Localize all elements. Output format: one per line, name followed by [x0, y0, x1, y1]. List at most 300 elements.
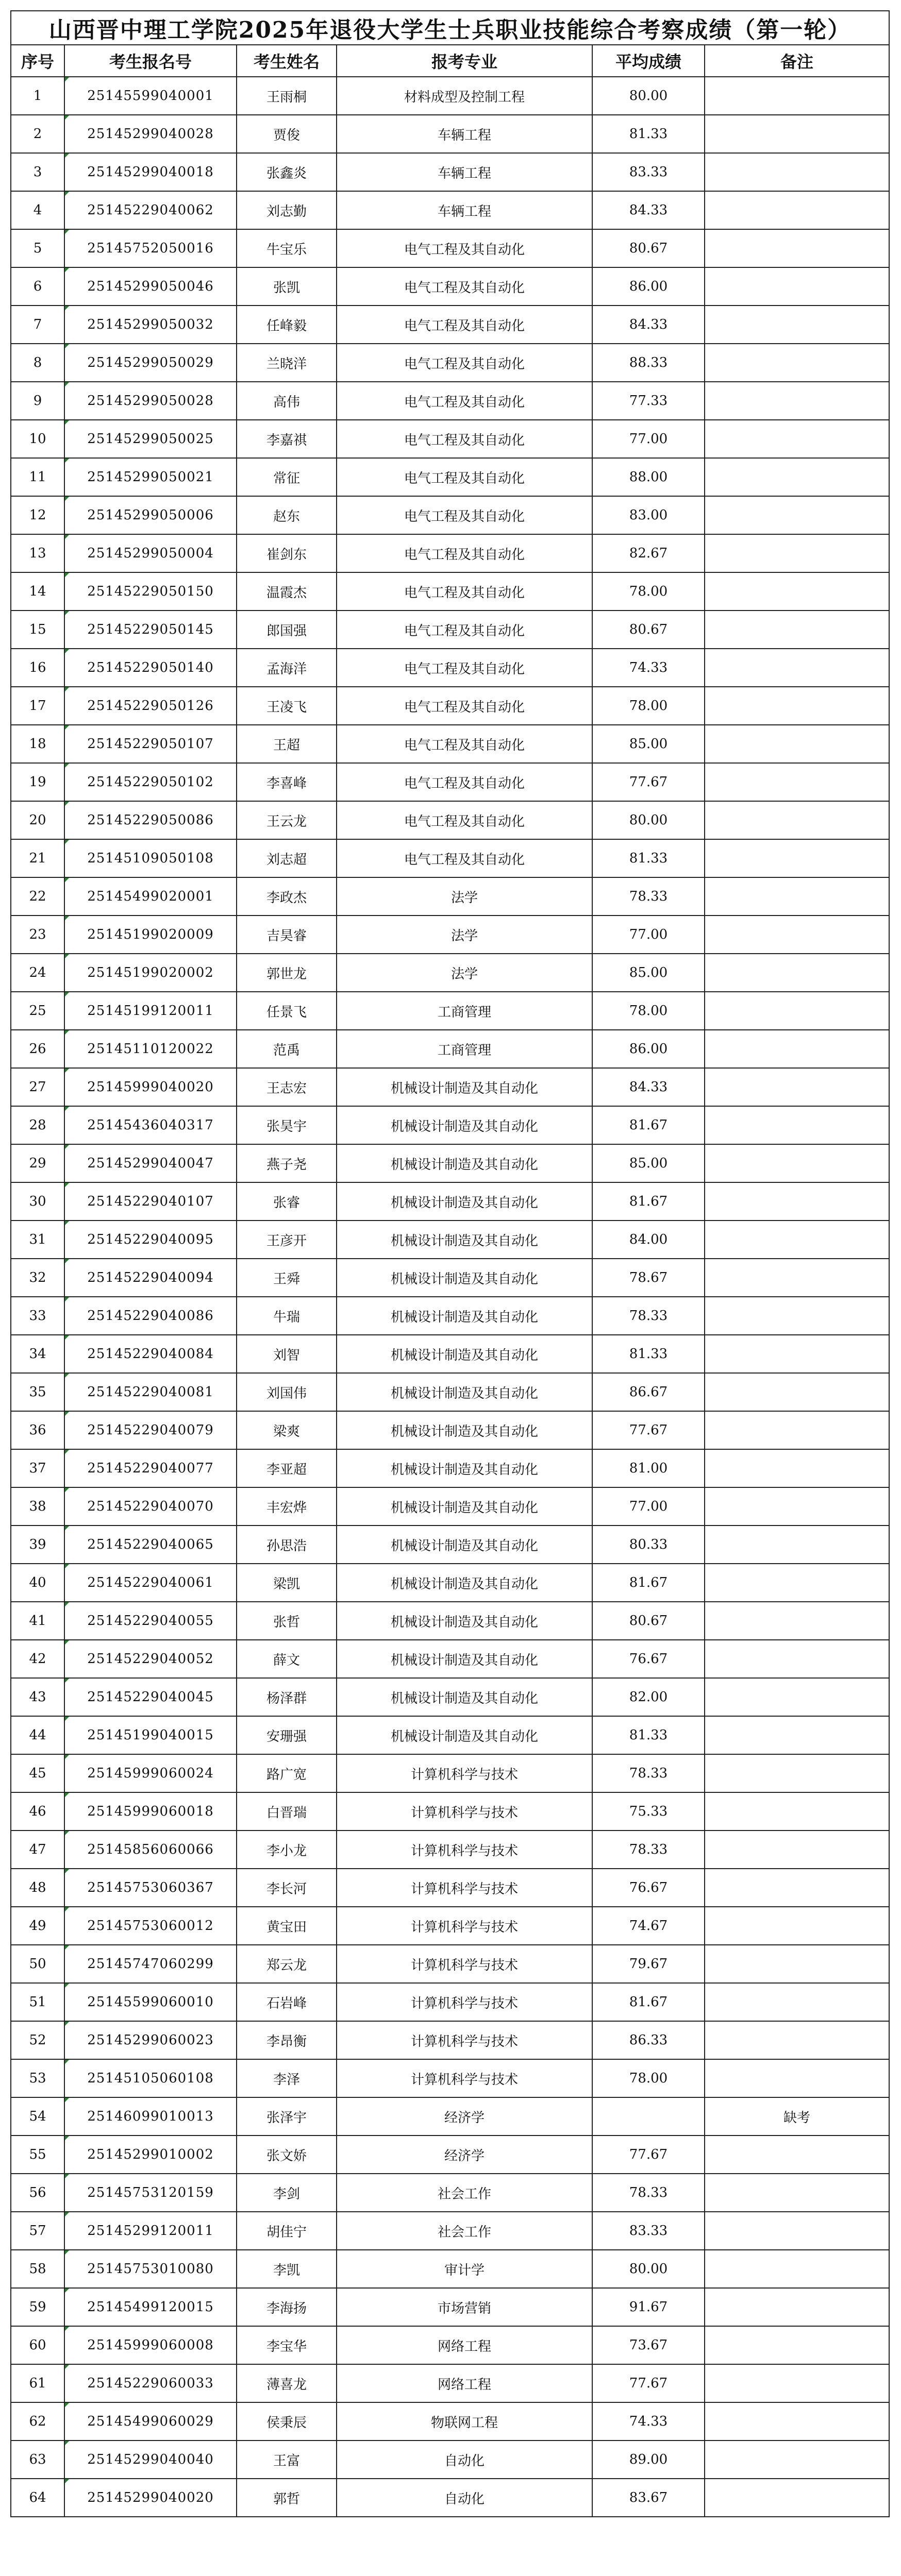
table-row: [11, 1221, 889, 1259]
cell-name: 胡佳宁: [237, 2212, 337, 2250]
cell-seq: 26: [11, 1030, 64, 1068]
cell-major: 车辆工程: [337, 153, 592, 191]
cell-note: [705, 2021, 889, 2059]
cell-name: 李长河: [237, 1869, 337, 1907]
cell-name: 赵东: [237, 496, 337, 534]
cell-seq: 1: [11, 77, 64, 115]
cell-score: 84.33: [592, 1068, 705, 1106]
table-row: [11, 458, 889, 496]
cell-major: 机械设计制造及其自动化: [337, 1221, 592, 1259]
cell-score: 77.00: [592, 1487, 705, 1526]
cell-major: 机械设计制造及其自动化: [337, 1335, 592, 1373]
cell-major: 计算机科学与技术: [337, 1945, 592, 1983]
cell-reg-no: 25145999040020: [64, 1068, 237, 1106]
table-row: [11, 1907, 889, 1945]
cell-major: 电气工程及其自动化: [337, 267, 592, 306]
table-row: [11, 534, 889, 572]
cell-seq: 27: [11, 1068, 64, 1106]
cell-note: [705, 877, 889, 916]
table-row: [11, 763, 889, 801]
cell-note: [705, 1640, 889, 1678]
cell-score: 81.33: [592, 115, 705, 153]
cell-name: 白晋瑞: [237, 1792, 337, 1831]
cell-major: 物联网工程: [337, 2402, 592, 2441]
cell-reg-no: 25145229040061: [64, 1564, 237, 1602]
table-row: [11, 2402, 889, 2441]
cell-seq: 44: [11, 1716, 64, 1754]
cell-note: [705, 153, 889, 191]
table-row: [11, 2326, 889, 2364]
cell-major: 电气工程及其自动化: [337, 763, 592, 801]
cell-name: 王凌飞: [237, 687, 337, 725]
cell-major: 机械设计制造及其自动化: [337, 1602, 592, 1640]
table-row: [11, 1678, 889, 1716]
cell-major: 电气工程及其自动化: [337, 382, 592, 420]
cell-score: 88.00: [592, 458, 705, 496]
cell-name: 张文娇: [237, 2136, 337, 2174]
table-row: [11, 229, 889, 267]
cell-score: 80.00: [592, 801, 705, 839]
cell-major: 机械设计制造及其自动化: [337, 1068, 592, 1106]
cell-note: [705, 839, 889, 877]
table-row: [11, 382, 889, 420]
cell-score: 81.67: [592, 1106, 705, 1144]
cell-reg-no: 25145229040052: [64, 1640, 237, 1678]
table-row: [11, 1335, 889, 1373]
cell-name: 李剑: [237, 2174, 337, 2212]
cell-name: 郭哲: [237, 2479, 337, 2517]
cell-reg-no: 25146099010013: [64, 2097, 237, 2136]
cell-name: 侯秉辰: [237, 2402, 337, 2441]
cell-note: [705, 1182, 889, 1221]
cell-reg-no: 25145299040040: [64, 2441, 237, 2479]
cell-seq: 4: [11, 191, 64, 229]
cell-note: [705, 1945, 889, 1983]
cell-note: [705, 2059, 889, 2097]
cell-name: 刘志勤: [237, 191, 337, 229]
cell-seq: 53: [11, 2059, 64, 2097]
cell-major: 机械设计制造及其自动化: [337, 1144, 592, 1182]
cell-score: 73.67: [592, 2326, 705, 2364]
cell-major: 机械设计制造及其自动化: [337, 1297, 592, 1335]
cell-score: 85.00: [592, 1144, 705, 1182]
cell-score: 80.67: [592, 229, 705, 267]
cell-name: 李宝华: [237, 2326, 337, 2364]
cell-note: [705, 1449, 889, 1487]
cell-seq: 43: [11, 1678, 64, 1716]
table-row: [11, 420, 889, 458]
cell-score: 78.33: [592, 877, 705, 916]
cell-seq: 38: [11, 1487, 64, 1526]
cell-score: 85.00: [592, 725, 705, 763]
cell-score: 82.00: [592, 1678, 705, 1716]
cell-note: [705, 267, 889, 306]
cell-note: [705, 496, 889, 534]
cell-note: [705, 458, 889, 496]
cell-reg-no: 25145599060010: [64, 1983, 237, 2021]
table-row: [11, 1831, 889, 1869]
cell-seq: 11: [11, 458, 64, 496]
table-row: [11, 1945, 889, 1983]
cell-seq: 18: [11, 725, 64, 763]
cell-seq: 22: [11, 877, 64, 916]
cell-score: 81.67: [592, 1564, 705, 1602]
cell-score: 80.00: [592, 77, 705, 115]
cell-score: 86.00: [592, 267, 705, 306]
cell-major: 自动化: [337, 2479, 592, 2517]
cell-name: 王彦开: [237, 1221, 337, 1259]
cell-note: [705, 649, 889, 687]
cell-seq: 16: [11, 649, 64, 687]
cell-score: 76.67: [592, 1869, 705, 1907]
cell-note: [705, 191, 889, 229]
cell-name: 郑云龙: [237, 1945, 337, 1983]
table-row: [11, 1297, 889, 1335]
cell-note: [705, 2212, 889, 2250]
cell-seq: 37: [11, 1449, 64, 1487]
cell-name: 孟海洋: [237, 649, 337, 687]
cell-reg-no: 25145436040317: [64, 1106, 237, 1144]
cell-seq: 34: [11, 1335, 64, 1373]
cell-note: [705, 1602, 889, 1640]
cell-major: 计算机科学与技术: [337, 2021, 592, 2059]
cell-seq: 32: [11, 1259, 64, 1297]
cell-seq: 55: [11, 2136, 64, 2174]
cell-name: 李政杰: [237, 877, 337, 916]
cell-seq: 5: [11, 229, 64, 267]
cell-name: 路广宽: [237, 1754, 337, 1792]
cell-score: 77.67: [592, 2136, 705, 2174]
cell-seq: 64: [11, 2479, 64, 2517]
cell-major: 机械设计制造及其自动化: [337, 1640, 592, 1678]
cell-name: 李泽: [237, 2059, 337, 2097]
cell-reg-no: 25145229060033: [64, 2364, 237, 2402]
cell-major: 审计学: [337, 2250, 592, 2288]
cell-reg-no: 25145229040045: [64, 1678, 237, 1716]
cell-name: 王舜: [237, 1259, 337, 1297]
cell-reg-no: 25145299010002: [64, 2136, 237, 2174]
cell-major: 电气工程及其自动化: [337, 572, 592, 611]
cell-name: 李嘉祺: [237, 420, 337, 458]
cell-score: 78.00: [592, 2059, 705, 2097]
cell-score: 79.67: [592, 1945, 705, 1983]
cell-note: [705, 1907, 889, 1945]
cell-note: [705, 2136, 889, 2174]
cell-reg-no: 25145999060024: [64, 1754, 237, 1792]
cell-seq: 36: [11, 1411, 64, 1449]
table-row: [11, 1602, 889, 1640]
cell-major: 计算机科学与技术: [337, 2059, 592, 2097]
cell-reg-no: 25145229040086: [64, 1297, 237, 1335]
cell-name: 王云龙: [237, 801, 337, 839]
cell-major: 电气工程及其自动化: [337, 801, 592, 839]
cell-seq: 24: [11, 954, 64, 992]
table-row: [11, 611, 889, 649]
cell-seq: 15: [11, 611, 64, 649]
cell-name: 薄喜龙: [237, 2364, 337, 2402]
cell-note: [705, 1564, 889, 1602]
cell-reg-no: 25145229040062: [64, 191, 237, 229]
cell-seq: 20: [11, 801, 64, 839]
cell-major: 经济学: [337, 2097, 592, 2136]
cell-reg-no: 25145299050029: [64, 344, 237, 382]
cell-seq: 58: [11, 2250, 64, 2288]
cell-note: [705, 1716, 889, 1754]
cell-reg-no: 25145299040020: [64, 2479, 237, 2517]
cell-major: 机械设计制造及其自动化: [337, 1716, 592, 1754]
cell-reg-no: 25145229050086: [64, 801, 237, 839]
table-row: [11, 687, 889, 725]
cell-reg-no: 25145753060012: [64, 1907, 237, 1945]
cell-note: [705, 572, 889, 611]
cell-name: 兰晓洋: [237, 344, 337, 382]
cell-seq: 12: [11, 496, 64, 534]
cell-score: 76.67: [592, 1640, 705, 1678]
cell-reg-no: 25145499020001: [64, 877, 237, 916]
table-title: 山西晋中理工学院2025年退役大学生士兵职业技能综合考察成绩（第一轮）: [11, 11, 889, 45]
cell-reg-no: 25145499060029: [64, 2402, 237, 2441]
header-seq: 序号: [11, 45, 64, 77]
cell-note: [705, 687, 889, 725]
cell-name: 吉昊睿: [237, 916, 337, 954]
cell-seq: 54: [11, 2097, 64, 2136]
cell-reg-no: 25145299040047: [64, 1144, 237, 1182]
cell-score: 78.00: [592, 572, 705, 611]
cell-reg-no: 25145229040070: [64, 1487, 237, 1526]
cell-major: 车辆工程: [337, 115, 592, 153]
header-major: 报考专业: [337, 45, 592, 77]
cell-score: 77.00: [592, 916, 705, 954]
cell-score: 74.67: [592, 1907, 705, 1945]
cell-reg-no: 25145229040094: [64, 1259, 237, 1297]
cell-reg-no: 25145199020009: [64, 916, 237, 954]
cell-note: [705, 1221, 889, 1259]
cell-seq: 61: [11, 2364, 64, 2402]
cell-major: 机械设计制造及其自动化: [337, 1411, 592, 1449]
cell-reg-no: 25145229050145: [64, 611, 237, 649]
cell-reg-no: 25145299050032: [64, 306, 237, 344]
cell-name: 高伟: [237, 382, 337, 420]
cell-reg-no: 25145229040081: [64, 1373, 237, 1411]
score-table: [10, 10, 890, 2517]
cell-major: 电气工程及其自动化: [337, 458, 592, 496]
cell-name: 郎国强: [237, 611, 337, 649]
cell-score: 78.33: [592, 2174, 705, 2212]
cell-reg-no: 25145109050108: [64, 839, 237, 877]
table-row: [11, 1259, 889, 1297]
cell-name: 黄宝田: [237, 1907, 337, 1945]
cell-reg-no: 25145229050140: [64, 649, 237, 687]
cell-note: [705, 611, 889, 649]
cell-major: 电气工程及其自动化: [337, 229, 592, 267]
cell-seq: 30: [11, 1182, 64, 1221]
cell-note: [705, 420, 889, 458]
cell-name: 杨泽群: [237, 1678, 337, 1716]
cell-note: [705, 534, 889, 572]
cell-seq: 7: [11, 306, 64, 344]
table-row: [11, 115, 889, 153]
cell-reg-no: 25145229050150: [64, 572, 237, 611]
cell-note: [705, 1983, 889, 2021]
cell-score: 77.67: [592, 2364, 705, 2402]
cell-seq: 14: [11, 572, 64, 611]
cell-score: 78.33: [592, 1831, 705, 1869]
table-row: [11, 2097, 889, 2136]
header-row: [11, 45, 889, 77]
cell-major: 机械设计制造及其自动化: [337, 1564, 592, 1602]
cell-score: 78.00: [592, 687, 705, 725]
cell-major: 计算机科学与技术: [337, 1792, 592, 1831]
cell-score: 74.33: [592, 2402, 705, 2441]
cell-name: 刘志超: [237, 839, 337, 877]
cell-major: 机械设计制造及其自动化: [337, 1678, 592, 1716]
cell-name: 孙思浩: [237, 1526, 337, 1564]
cell-note: [705, 1144, 889, 1182]
table-row: [11, 1526, 889, 1564]
cell-seq: 59: [11, 2288, 64, 2326]
cell-major: 车辆工程: [337, 191, 592, 229]
cell-reg-no: 25145299050021: [64, 458, 237, 496]
cell-major: 电气工程及其自动化: [337, 534, 592, 572]
table-row: [11, 1030, 889, 1068]
table-body: [11, 77, 889, 2517]
cell-seq: 41: [11, 1602, 64, 1640]
cell-score: 83.33: [592, 2212, 705, 2250]
cell-score: 82.67: [592, 534, 705, 572]
cell-reg-no: 25145999060008: [64, 2326, 237, 2364]
header-name: 考生姓名: [237, 45, 337, 77]
cell-reg-no: 25145105060108: [64, 2059, 237, 2097]
cell-note: [705, 2364, 889, 2402]
cell-note: [705, 801, 889, 839]
table-row: [11, 649, 889, 687]
cell-reg-no: 25145752050016: [64, 229, 237, 267]
cell-major: 电气工程及其自动化: [337, 344, 592, 382]
cell-reg-no: 25145229040084: [64, 1335, 237, 1373]
table-row: [11, 2212, 889, 2250]
cell-reg-no: 25145229040107: [64, 1182, 237, 1221]
table-row: [11, 2441, 889, 2479]
table-row: [11, 877, 889, 916]
cell-seq: 10: [11, 420, 64, 458]
cell-seq: 31: [11, 1221, 64, 1259]
cell-score: 83.67: [592, 2479, 705, 2517]
cell-reg-no: 25145229050126: [64, 687, 237, 725]
cell-major: 法学: [337, 877, 592, 916]
table-row: [11, 1182, 889, 1221]
cell-score: 86.33: [592, 2021, 705, 2059]
cell-note: [705, 1678, 889, 1716]
cell-note: [705, 229, 889, 267]
cell-major: 市场营销: [337, 2288, 592, 2326]
cell-seq: 21: [11, 839, 64, 877]
cell-name: 李昂衡: [237, 2021, 337, 2059]
table-row: [11, 1869, 889, 1907]
cell-score: 81.33: [592, 1335, 705, 1373]
cell-major: 电气工程及其自动化: [337, 420, 592, 458]
cell-seq: 50: [11, 1945, 64, 1983]
cell-reg-no: 25145229050107: [64, 725, 237, 763]
cell-major: 机械设计制造及其自动化: [337, 1182, 592, 1221]
cell-score: 85.00: [592, 954, 705, 992]
cell-seq: 57: [11, 2212, 64, 2250]
cell-score: 77.00: [592, 420, 705, 458]
cell-reg-no: 25145199020002: [64, 954, 237, 992]
cell-reg-no: 25145747060299: [64, 1945, 237, 1983]
table-row: [11, 1068, 889, 1106]
cell-major: 经济学: [337, 2136, 592, 2174]
cell-reg-no: 25145599040001: [64, 77, 237, 115]
cell-score: 78.33: [592, 1297, 705, 1335]
table-row: [11, 153, 889, 191]
cell-name: 范禹: [237, 1030, 337, 1068]
cell-score: 81.67: [592, 1983, 705, 2021]
table-row: [11, 2479, 889, 2517]
cell-major: 社会工作: [337, 2212, 592, 2250]
table-row: [11, 839, 889, 877]
cell-seq: 42: [11, 1640, 64, 1678]
table-row: [11, 191, 889, 229]
cell-major: 法学: [337, 954, 592, 992]
cell-note: [705, 1297, 889, 1335]
cell-seq: 23: [11, 916, 64, 954]
cell-seq: 17: [11, 687, 64, 725]
table-row: [11, 1983, 889, 2021]
cell-score: 75.33: [592, 1792, 705, 1831]
cell-note: [705, 2326, 889, 2364]
cell-seq: 62: [11, 2402, 64, 2441]
cell-reg-no: 25145753120159: [64, 2174, 237, 2212]
cell-reg-no: 25145299040028: [64, 115, 237, 153]
cell-note: [705, 77, 889, 115]
table-row: [11, 1373, 889, 1411]
cell-name: 张鑫炎: [237, 153, 337, 191]
cell-seq: 52: [11, 2021, 64, 2059]
cell-major: 机械设计制造及其自动化: [337, 1373, 592, 1411]
cell-seq: 40: [11, 1564, 64, 1602]
cell-reg-no: 25145229040095: [64, 1221, 237, 1259]
cell-score: 89.00: [592, 2441, 705, 2479]
cell-score: 80.00: [592, 2250, 705, 2288]
cell-reg-no: 25145229040079: [64, 1411, 237, 1449]
cell-note: [705, 1792, 889, 1831]
table-row: [11, 1411, 889, 1449]
cell-score: 80.67: [592, 611, 705, 649]
cell-seq: 49: [11, 1907, 64, 1945]
table-row: [11, 2136, 889, 2174]
cell-note: [705, 2250, 889, 2288]
cell-reg-no: 25145229040065: [64, 1526, 237, 1564]
cell-score: 78.33: [592, 1754, 705, 1792]
table-row: [11, 1144, 889, 1182]
table-row: [11, 2288, 889, 2326]
cell-score: 80.33: [592, 1526, 705, 1564]
table-row: [11, 1449, 889, 1487]
cell-score: 81.33: [592, 1716, 705, 1754]
cell-name: 刘国伟: [237, 1373, 337, 1411]
table-row: [11, 1564, 889, 1602]
cell-seq: 33: [11, 1297, 64, 1335]
table-row: [11, 2250, 889, 2288]
cell-seq: 6: [11, 267, 64, 306]
cell-note: 缺考: [705, 2097, 889, 2136]
cell-major: 电气工程及其自动化: [337, 496, 592, 534]
cell-seq: 48: [11, 1869, 64, 1907]
cell-major: 网络工程: [337, 2326, 592, 2364]
cell-major: 计算机科学与技术: [337, 1983, 592, 2021]
cell-name: 李亚超: [237, 1449, 337, 1487]
cell-name: 王超: [237, 725, 337, 763]
